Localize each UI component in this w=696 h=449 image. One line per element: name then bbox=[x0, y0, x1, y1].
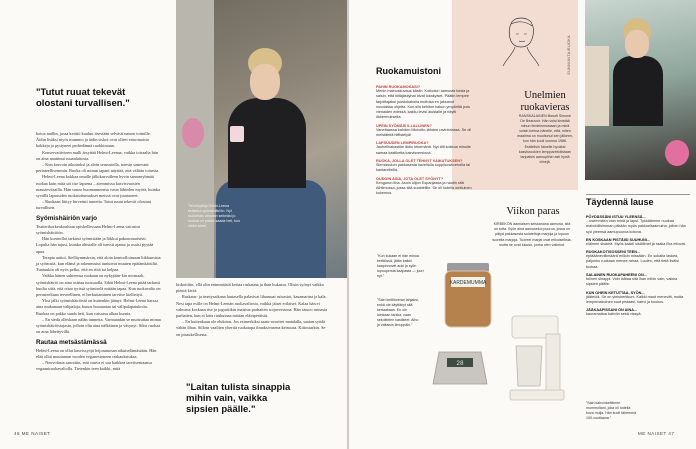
orchid-flower bbox=[182, 118, 204, 148]
section-paragraph: Yksi jälki syömishäiriöstä on kuitenkin jäänyt: Helmi-Leena karsaa aina mukanaan välipaloja, kunos huoaantaa tai välipalapatukoita. Ruokaa on pakko saada heti, kun vatsassa alkaa kurnia. bbox=[36, 298, 159, 316]
portrait-sketch-icon bbox=[499, 14, 543, 70]
pull-quote-top: "Tutut ruuat tekevät olostani turvallisen." bbox=[36, 87, 130, 109]
col2-paragraph: – En kuitenkaan ole ehdoton. Jos esimerkiksi raatu-avoriset matalalla, saatan syödä vähän lihaa. Silloin vaaliten yhertiä ruokatapa ilmaksivasena keisuusa. Kiitostarkin. Se on pisaukellisesta. bbox=[176, 319, 326, 337]
dream-guest-body: RANSKALAINEN filosofi Simone De Beauvoir. Hän voisi kivistää minun feminismostaan ja minä voisin kertoa hänelle, että, miten maailma on muuttunut sen jälkeen, kun hän kuoli vuonna 1986. Esittelisin hänelle hyväksi kasvisruokien lemppareitoltstaan tarjoaisin aamuyöhin asti hyviä viinejä. bbox=[517, 114, 573, 164]
col2-paragraph: kiskoittiin, vllä olin enimmäistä kertaa raskauna ja ihan hukassa. Olisin syönyt vaikka pieniä kiviä. bbox=[176, 282, 324, 294]
face-shape bbox=[250, 64, 280, 100]
section-paragraph: – Neuvolasta sanottiin, että vauva ei saa kaikkea tarvitsemaansa vegaaniruokavaliolla. Tietenkin teen kaikki, mitä bbox=[36, 360, 152, 372]
memory-answer: Vanettaassa kahden Michelin-tähden ravintolassa. Se oli meistähtiä hiffistelyä! bbox=[376, 127, 472, 138]
sentence-prompt: RUOKAKOTISOSSENI TEEN... bbox=[586, 250, 641, 255]
sentence-answer: eptäääneviilimäärä milloin missäkin. En sokalla laskea, paljonko ruokaan menee rahaa. Luulen, että tietä lisäisi tuokaa. bbox=[586, 254, 679, 269]
intro-paragraph: Konservatiivinen malli ärsyttää Helmi-Leenaa, vaikka toisaalta hän on aina nauttinut ruuanlaitosta. bbox=[36, 149, 158, 161]
memory-question: PAHIN RUOKAMOKASI? bbox=[376, 85, 421, 89]
memory-answer: Menin mainoskuvaus käsiin. Kotiudun aamusta toista ja saisin, että kiitäjäsiiyhat oivat lokakyiset. Päätin lempee tarjoittajaksi juustokakulia muttoka en jaksanut noudattaa ohjetta. Kun siin kehiton kakun ympäriltä pois vienaiden edessä, kakku levisi alustalle ja näytti ökkermukselta. bbox=[376, 89, 470, 120]
photo-caption: Tietokirjailija Helmi-Leena seitsetut syömishäiriön. Nyt ruokahalu ainoaan selkeäsi jo ruokaa on pakko saada heti, kun nälkä iskee. bbox=[188, 204, 240, 228]
caption-cupboard: "Kun kukaan ei näe minua keittiössä, jätän kaikki kaapinnovet auki ja syön lopuupersia kaapasta — juuri nyt." bbox=[377, 254, 424, 278]
page-number-left: 46 ME NAISET bbox=[14, 431, 51, 436]
caption-coffee-maker: "Sain kahvinkeittimen mummoltani, joka oli todella kova mulja. Hän kuoli tähemmä 100-vuotiaana." bbox=[586, 401, 637, 420]
memory-question: RUOKA, JOLLA OLET TEHNYT VAIKUTUKSEN? bbox=[376, 158, 463, 163]
page-number-right: ME NAISET 47 bbox=[638, 431, 675, 436]
subhead-eating-disorder: Syömishäiriön varjo bbox=[36, 214, 98, 222]
memories-title: Ruokamuistoni bbox=[376, 66, 442, 76]
memory-answer: Siemissoton pakkasesta kaveitulla suppilovahveroilla tai kantarelleilla. bbox=[376, 162, 471, 173]
mug-shape bbox=[230, 126, 244, 142]
shirt-shape bbox=[228, 98, 306, 188]
divider bbox=[586, 194, 690, 195]
pull-quote-bottom: "Laitan tulista sinappia mihin vain, vaikka sipsien päälle." bbox=[186, 382, 291, 415]
subhead-iron: Rautaa metsästämässä bbox=[36, 338, 107, 346]
memory-question: UPEIN SYÖMÄSI ILLALLINEN? bbox=[376, 123, 432, 128]
portrait-photo bbox=[176, 0, 347, 278]
memory-question: LAPSUUDEN LEMPIRUOKA? bbox=[376, 141, 429, 146]
sentence-prompt: KUN OHEIN KETUTTAA, SYÖN... bbox=[586, 290, 645, 295]
section-paragraph: Teatterikorkeakouluun opiskellessaan Helmi-Leena sairastui syömishäiriöön. bbox=[36, 223, 140, 236]
sentence-answer: eläimen sisämä. Myös kakkii sisällimet ja raaka liha ettuvat. bbox=[586, 241, 686, 246]
left-page bbox=[0, 0, 347, 449]
complete-sentence-title: Täydennä lause bbox=[586, 197, 654, 207]
caption-scale: "Sain keittiöveran lahjaksi, enkä ole käyttänyt sitä kertaakaan. En ole lainkaan tarkka, vaan sekoittelen kastikeet. Alho ja valtaisin ilmuppäin." bbox=[377, 298, 419, 327]
memory-answer: Jauhelihakastike äidin tekemänä. Nyt äiti kokkaa minulle samaa kastiketta kasvisversiona. bbox=[376, 145, 471, 155]
coffee-maker-icon bbox=[502, 312, 572, 404]
pink-flower bbox=[665, 140, 689, 166]
section-paragraph: Vaikka hänen suhteensa ruokaan on nykyjään-kin normaali, syömishäiriö on aina osittaa tuossaalla. Sikäi Helmi-Leena pitää tarkasti huolta siitä, että ottaa tyrissä syömiselä mitään tapaa. Kun ruokavalio on perusteeltaan terveellinen, ei herkuttaminen tarvitse kiellettyä. bbox=[36, 273, 161, 298]
sentence-prompt: PÖYDÄSSÄNI ISTUU YLEENSÄ... bbox=[586, 215, 646, 219]
left-column-1 bbox=[36, 131, 161, 373]
spice-jar-icon bbox=[439, 259, 497, 329]
section-tag: SUNNUNTAIRUOKA bbox=[567, 35, 571, 75]
intro-paragraph: Helmi-Leena kokkaa omalle jälkikasvulleen hyvin samanryhmää ruokaa kuin mitä söi itse lapsena – aiemmissa kasvisvuosien maustevitsailla. Hän sanoo huomanneensa vasta lähteden myötä, kuinka syvällä lapsuuden ruokatottumukset meissä ovat juurtuneet. bbox=[36, 174, 160, 199]
jeans-shape bbox=[216, 180, 326, 278]
intro-paragraph: – Ruokaan liittyy hirveästi tunteita. Tutut ruuat tekevät olostani turvallisen. bbox=[36, 199, 151, 211]
dream-guest-title: Unelmien ruokavieras bbox=[520, 90, 570, 113]
left-column-2 bbox=[176, 282, 329, 338]
sentence-answer: jäätelöä. Se on yleisherkkuni. Kaikki maut menevät, mutta lempemakoinen suut pistaasi, kahvi ja kookos. bbox=[586, 294, 684, 304]
section-paragraph: Helmi-Leena on ollut kasvissyöjä leijonanosan aikuiselämästään. Hän elää ollut muutaman vuoden veganestoneen raskaukstuksa. bbox=[36, 347, 157, 359]
section-paragraph: Hän kontrolloi tarkasti syömisiään ja liikkui pakonomaisesti. Lopulta hän tajusi, kuinka altistalle oli tuessti ajanut ja osaisi pyytää apua. bbox=[36, 236, 154, 254]
sentence-answer: kauramaitoa kahviin sekä vissyä. bbox=[586, 312, 642, 317]
week-best-title: Viikon paras bbox=[506, 206, 560, 217]
shelf-shape bbox=[585, 46, 609, 126]
section-paragraph: – En siedä olleskaan nälän tunnetta. Varmaankin se muistuttaa minua syömishäiriöstajasta, jolloin olin aina nälkäinen ja väsynyt. Siksi ruokaa on aina lähettyvillä. bbox=[36, 316, 161, 335]
sentence-prompt: JÄÄKAAPISSANI ON AINA... bbox=[586, 308, 638, 313]
top-shape bbox=[613, 56, 663, 126]
right-page bbox=[349, 0, 696, 449]
col2-paragraph: Raskaus- ja imetysaikana lautasella palasivat liharuuat ruisastot, kasamarina ja kala. Nesi tapa esille on Helmi-Leenan ruokavaliosta, vaikka jäiset erilaiset. Kalaa hän ei valmista koskaan itse ja jogurttikin maistua parhaiten soijaversiona. Hän saisoo ruinasta parhaiten, kun ei laita ruuhuinaa mitään eläinperäistä. bbox=[176, 294, 328, 319]
kitchen-scale-icon bbox=[429, 344, 491, 392]
scale-display: 28 bbox=[456, 360, 464, 367]
jar-label: KARDEMUMMA bbox=[449, 280, 487, 286]
sentence-prompt: SALAINEN RUOKAPAHEENI ON... bbox=[586, 273, 647, 278]
week-best-body: KIRBEKÖN aamiaisen seiskanana aamuna, sitä on totta. Syön aina aamusekoi puuroa, jossa on pätyä pakkasesta sulatettuja marjoja ja lopuun tuoreita marjoja. Tuoreet marjat ovat erikoisellisia, mutta ne ovat lukuun, jonka olen valinnut. bbox=[492, 222, 572, 247]
section-paragraph: Terapia auttoi. Sielläymmärsin, että aloin kontrolloimaan liikkumista ja syömistä, kun elämä ja rakennustut tuntuivat muuten epätämkäisiltä. Tuntuukin oli nyös pelko, että en riitä tai kelpaa. bbox=[36, 254, 161, 273]
sentence-answer: ...usemmiten vain minä ja lapsi. Tykkäämme nuukaa mahdollisimman pitkään myös pakkoeltaamuina, jolloin hän syö yleensä aamupuuroa kotona. bbox=[586, 219, 686, 234]
kitchen-photo bbox=[585, 0, 696, 180]
memories-list bbox=[376, 82, 472, 196]
sentence-prompt: EN KOSKAAN PISTÄISI SUUHUNI... bbox=[586, 237, 650, 242]
face-shape bbox=[625, 30, 649, 58]
sentence-answer: tulinen sinappi. Voin laittaa sitä ihan mihin vain, vaikka sipsien päälle. bbox=[586, 277, 678, 287]
complete-sentence-list bbox=[586, 212, 690, 318]
intro-paragraph: – Kun kasvoin aikuiseksi ja aloin seurustella, totesin sanovani perinteellisemmin. Ruoka oli minun tapani näyttää, että välitän toisesta. bbox=[36, 162, 160, 174]
intro-paragraph: kotoa mallin, jossa keittiö kuuluu itsestään selvästi naisen toimille. Äidin lisäksi myös mummo ja äidin siskot ovat olleet erinomaisia kokkeja ja pystyneet perhedännä ruokkimaan. bbox=[36, 131, 151, 149]
memory-answer: Kengurun liha. Asuin olljon Espanjassa ja nautin sitä Alhtimossa, jossa sitä suostelliin. Se oli todella omituinen kokemus. bbox=[376, 180, 472, 196]
memory-question: OUDOIN ASIA, JOTA OLET SYÖNYT? bbox=[376, 176, 444, 181]
